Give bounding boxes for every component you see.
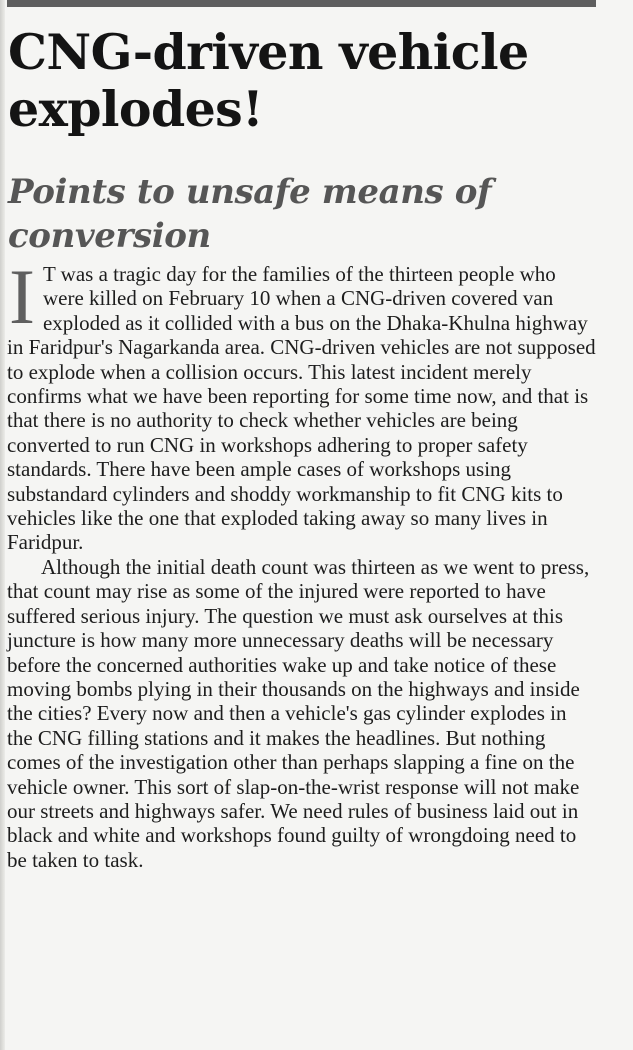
subheadline: Points to unsafe means of conversion: [8, 172, 492, 256]
article-body: [7, 253, 597, 872]
top-rule: [7, 0, 596, 7]
article-paragraph-1: [7, 253, 597, 555]
article-paragraph-2: Although the initial death count was thirteen as we went to press, that count may rise as some of the injured were reported to have suffered serious injury. The question we must ask ourselves at this juncture is how many more unnecessary deaths will be necessary before the concerned authorities wake up and take notice of these moving bombs plying in their thousands on the highways and inside the cities? Every now and then a vehicle's gas cylinder explodes in the CNG filling stations and it makes the headlines. But nothing comes of the investigation other than perhaps slapping a fine on the vehicle owner. This sort of slap-on-the-wrist response will not make our streets and highways safer. We need rules of business laid out in black and white and workshops found guilty of wrongdoing need to be taken to task.: [7, 554, 590, 872]
headline: CNG-driven vehicle explodes!: [8, 23, 529, 138]
scan-left-edge: [0, 0, 5, 1050]
paragraph-1-text: T was a tragic day for the families of the thirteen people who were killed on February 10 when a CNG-driven covered van exploded as it collided with a bus on the Dhaka-Khulna highway in Faridpur's Nagarkanda area. CNG-driven vehicles are not supposed to explode when a collision occurs. This latest incident merely confirms what we have been reporting for some time now, and that is that there is no authority to check whether vehicles are being converted to run CNG in workshops adhering to proper safety standards. There have been ample cases of workshops using substandard cylinders and shoddy workmanship to fit CNG kits to vehicles like the one that exploded taking away so many lives in Faridpur.: [7, 262, 596, 555]
drop-cap: I: [9, 253, 35, 340]
